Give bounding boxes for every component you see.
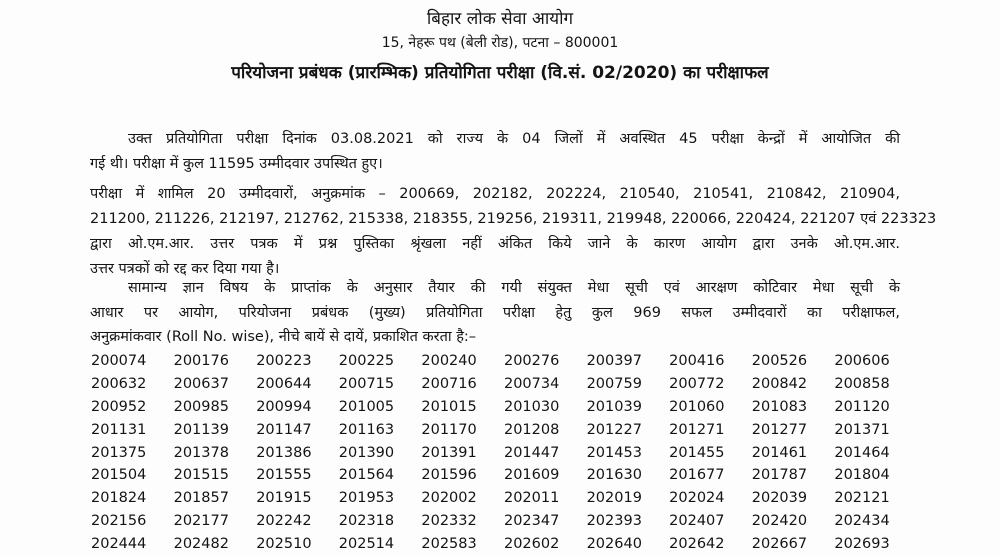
roll-number: 200842 xyxy=(751,375,808,392)
roll-number: 200397 xyxy=(586,353,642,369)
org-address: 15, नेहरू पथ (बेली रोड), पटना – 800001 xyxy=(381,35,619,51)
roll-number: 201515 xyxy=(173,467,229,484)
roll-number: 202242 xyxy=(256,513,312,530)
roll-number: 202011 xyxy=(503,490,560,507)
roll-number: 202510 xyxy=(256,536,312,553)
roll-number: 202318 xyxy=(338,513,395,530)
roll-number: 201060 xyxy=(669,398,725,415)
roll-number: 200952 xyxy=(91,398,147,415)
roll-number: 200225 xyxy=(338,353,395,369)
roll-number: 201824 xyxy=(91,490,147,507)
roll-number: 200715 xyxy=(338,375,395,392)
roll-number: 202121 xyxy=(834,490,890,507)
roll-number: 201375 xyxy=(91,444,147,461)
roll-number: 201455 xyxy=(669,444,725,461)
roll-number: 201371 xyxy=(834,421,890,438)
roll-number: 201596 xyxy=(421,467,477,484)
roll-number: 201630 xyxy=(586,467,642,484)
roll-number: 201139 xyxy=(173,421,229,438)
roll-number: 202024 xyxy=(669,490,725,507)
roll-number: 200759 xyxy=(586,375,642,392)
roll-number: 202156 xyxy=(91,513,147,530)
roll-number: 202602 xyxy=(503,536,560,553)
roll-number: 201131 xyxy=(91,421,147,438)
para-2-line-1: परीक्षा में शामिल 20 उम्मीदवारों, अनुक्रमांक – 200669, 202182, 202224, 210540, 210541, 210842, 210904, xyxy=(90,186,900,202)
roll-number: 200276 xyxy=(503,353,560,369)
roll-number: 201271 xyxy=(669,421,725,438)
roll-number: 200240 xyxy=(421,353,477,369)
roll-number: 201277 xyxy=(751,421,808,438)
roll-number: 201120 xyxy=(834,398,890,415)
roll-number: 201390 xyxy=(338,444,395,461)
roll-number: 200994 xyxy=(256,398,312,415)
roll-number: 201391 xyxy=(421,444,477,461)
roll-number: 202019 xyxy=(586,490,642,507)
roll-number: 201378 xyxy=(173,444,229,461)
roll-number: 201083 xyxy=(751,398,808,415)
roll-number: 201564 xyxy=(338,467,395,484)
roll-number: 201039 xyxy=(586,398,642,415)
roll-number-grid xyxy=(91,351,921,557)
roll-number: 201804 xyxy=(834,467,890,484)
roll-number: 201208 xyxy=(503,421,560,438)
roll-number: 201147 xyxy=(256,421,312,438)
roll-number: 201609 xyxy=(503,467,560,484)
roll-number: 201447 xyxy=(503,444,560,461)
roll-number: 200223 xyxy=(256,353,312,369)
roll-number: 202002 xyxy=(421,490,477,507)
roll-number: 200074 xyxy=(91,353,147,369)
roll-number: 201857 xyxy=(173,490,229,507)
org-name: बिहार लोक सेवा आयोग xyxy=(426,9,574,29)
roll-number: 202434 xyxy=(834,513,890,530)
roll-number: 201787 xyxy=(751,467,808,484)
roll-number: 202407 xyxy=(669,513,725,530)
roll-number: 201504 xyxy=(91,467,147,484)
roll-number: 200632 xyxy=(91,375,147,392)
roll-number: 201163 xyxy=(338,421,395,438)
roll-number: 202420 xyxy=(751,513,808,530)
roll-number: 202693 xyxy=(834,536,890,553)
para-3-line-3: अनुक्रमांकवार (Roll No. wise), नीचे बायें से दायें, प्रकाशित करता है:– xyxy=(90,329,477,345)
roll-number: 201555 xyxy=(256,467,312,484)
roll-number: 200606 xyxy=(834,353,890,369)
para-3-line-2: आधार पर आयोग, परियोजना प्रबंधक (मुख्य) प्रतियोगिता परीक्षा हेतु कुल 969 सफल उम्मीदवारों का परीक्षाफल, xyxy=(90,305,900,321)
para-2-line-4: उत्तर पत्रकों को रद्द कर दिया गया है। xyxy=(90,261,280,277)
roll-number: 202444 xyxy=(91,536,147,553)
roll-number: 202347 xyxy=(503,513,560,530)
roll-number: 201030 xyxy=(503,398,560,415)
roll-number: 201386 xyxy=(256,444,312,461)
para-3-line-1: सामान्य ज्ञान विषय के प्राप्तांक के अनुसार तैयार की गयी संयुक्त मेधा सूची एवं आरक्षण कोटिवार मेधा सूची के xyxy=(128,280,900,296)
roll-number: 200985 xyxy=(173,398,229,415)
roll-number: 202332 xyxy=(421,513,477,530)
para-2-line-3: द्वारा ओ.एम.आर. उत्तर पत्रक में प्रश्न पुस्तिका श्रृंखला नहीं अंकित किये जाने के कारण आयोग द्वारा उनके ओ.एम.आर. xyxy=(90,236,900,252)
roll-number: 200644 xyxy=(256,375,312,392)
roll-number: 201005 xyxy=(338,398,395,415)
roll-number: 200637 xyxy=(173,375,229,392)
roll-number: 200526 xyxy=(751,353,808,369)
roll-number: 201464 xyxy=(834,444,890,461)
roll-number: 201453 xyxy=(586,444,642,461)
roll-number: 202177 xyxy=(173,513,229,530)
roll-number: 200716 xyxy=(421,375,477,392)
roll-number: 200858 xyxy=(834,375,890,392)
roll-number: 201170 xyxy=(421,421,477,438)
roll-number: 201677 xyxy=(669,467,725,484)
para-1-line-1: उक्त प्रतियोगिता परीक्षा दिनांक 03.08.2021 को राज्य के 04 जिलों में अवस्थित 45 परीक्षा केन्द्रों में आयोजित की xyxy=(128,131,900,147)
roll-number: 201227 xyxy=(586,421,642,438)
roll-number: 202039 xyxy=(751,490,808,507)
roll-number: 200176 xyxy=(173,353,229,369)
roll-number: 202667 xyxy=(751,536,808,553)
roll-number: 202642 xyxy=(669,536,725,553)
roll-number: 202482 xyxy=(173,536,229,553)
roll-number: 201915 xyxy=(256,490,312,507)
roll-number: 200772 xyxy=(669,375,725,392)
roll-number: 200734 xyxy=(503,375,560,392)
roll-number: 201953 xyxy=(338,490,395,507)
roll-number: 200416 xyxy=(669,353,725,369)
roll-number: 202514 xyxy=(338,536,395,553)
para-1-line-2: गई थी। परीक्षा में कुल 11595 उम्मीदवार उपस्थित हुए। xyxy=(90,156,383,172)
roll-number: 201461 xyxy=(751,444,808,461)
roll-number: 202583 xyxy=(421,536,477,553)
roll-number: 202393 xyxy=(586,513,642,530)
roll-number: 202640 xyxy=(586,536,642,553)
para-2-line-2: 211200, 211226, 212197, 212762, 215338, 218355, 219256, 219311, 219948, 220066, 220424, 221207 एवं 223323 xyxy=(90,211,937,227)
result-title: परियोजना प्रबंधक (प्रारम्भिक) प्रतियोगिता परीक्षा (वि.सं. 02/2020) का परीक्षाफल xyxy=(231,63,769,83)
roll-number: 201015 xyxy=(421,398,477,415)
